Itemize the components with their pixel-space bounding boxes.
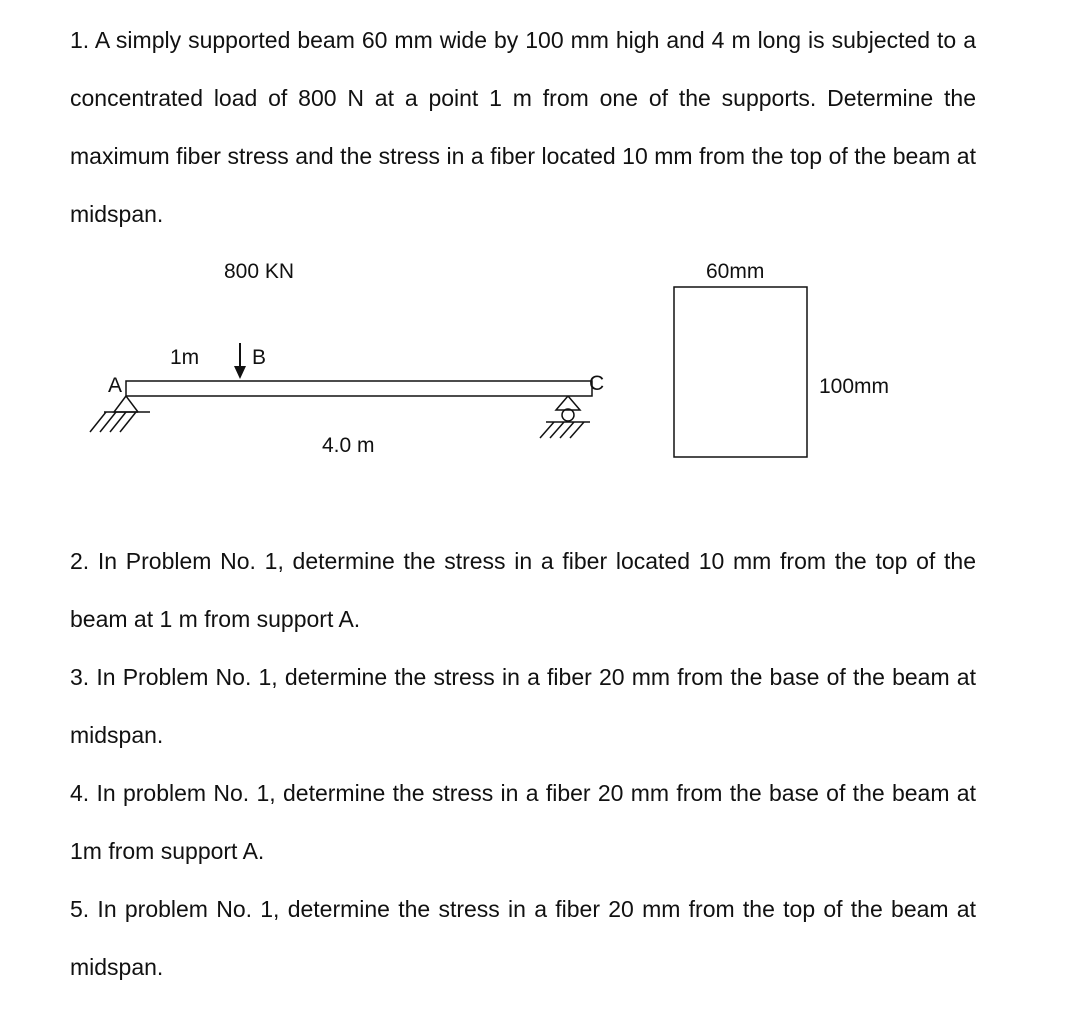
section-height-label: 100mm xyxy=(819,375,890,398)
load-arrow-icon xyxy=(234,343,246,379)
problem-4-text: 4. In problem No. 1, determine the stress in a fiber 20 mm from the base of the beam at 1m from support A. xyxy=(70,780,976,864)
beam-diagram xyxy=(0,240,1080,470)
point-a-label: A xyxy=(108,374,123,397)
cross-section xyxy=(674,287,807,457)
problem-2-text: 2. In Problem No. 1, determine the stress in a fiber located 10 mm from the top of the beam at 1 m from support A. xyxy=(70,548,976,632)
pin-support-icon xyxy=(90,396,150,432)
problem-1-text: 1. A simply supported beam 60 mm wide by 100 mm high and 4 m long is subjected to a concentrated load of 800 N at a point 1 m from one of the supports. Determine the maximum fiber stress and the stress in a fiber located 10 mm from the top of the beam at midspan. xyxy=(70,27,976,227)
problem-5-text: 5. In problem No. 1, determine the stress in a fiber 20 mm from the top of the beam at midspan. xyxy=(70,896,976,980)
section-width-label: 60mm xyxy=(706,260,765,283)
problem-3-text: 3. In Problem No. 1, determine the stress in a fiber 20 mm from the base of the beam at midspan. xyxy=(70,664,976,748)
span-label: 4.0 m xyxy=(322,434,375,457)
roller-support-icon xyxy=(540,396,590,438)
distance-label: 1m xyxy=(170,346,200,369)
beam xyxy=(126,381,592,396)
point-c-label: C xyxy=(589,372,605,395)
load-label: 800 KN xyxy=(224,260,295,283)
point-b-label: B xyxy=(252,346,267,369)
